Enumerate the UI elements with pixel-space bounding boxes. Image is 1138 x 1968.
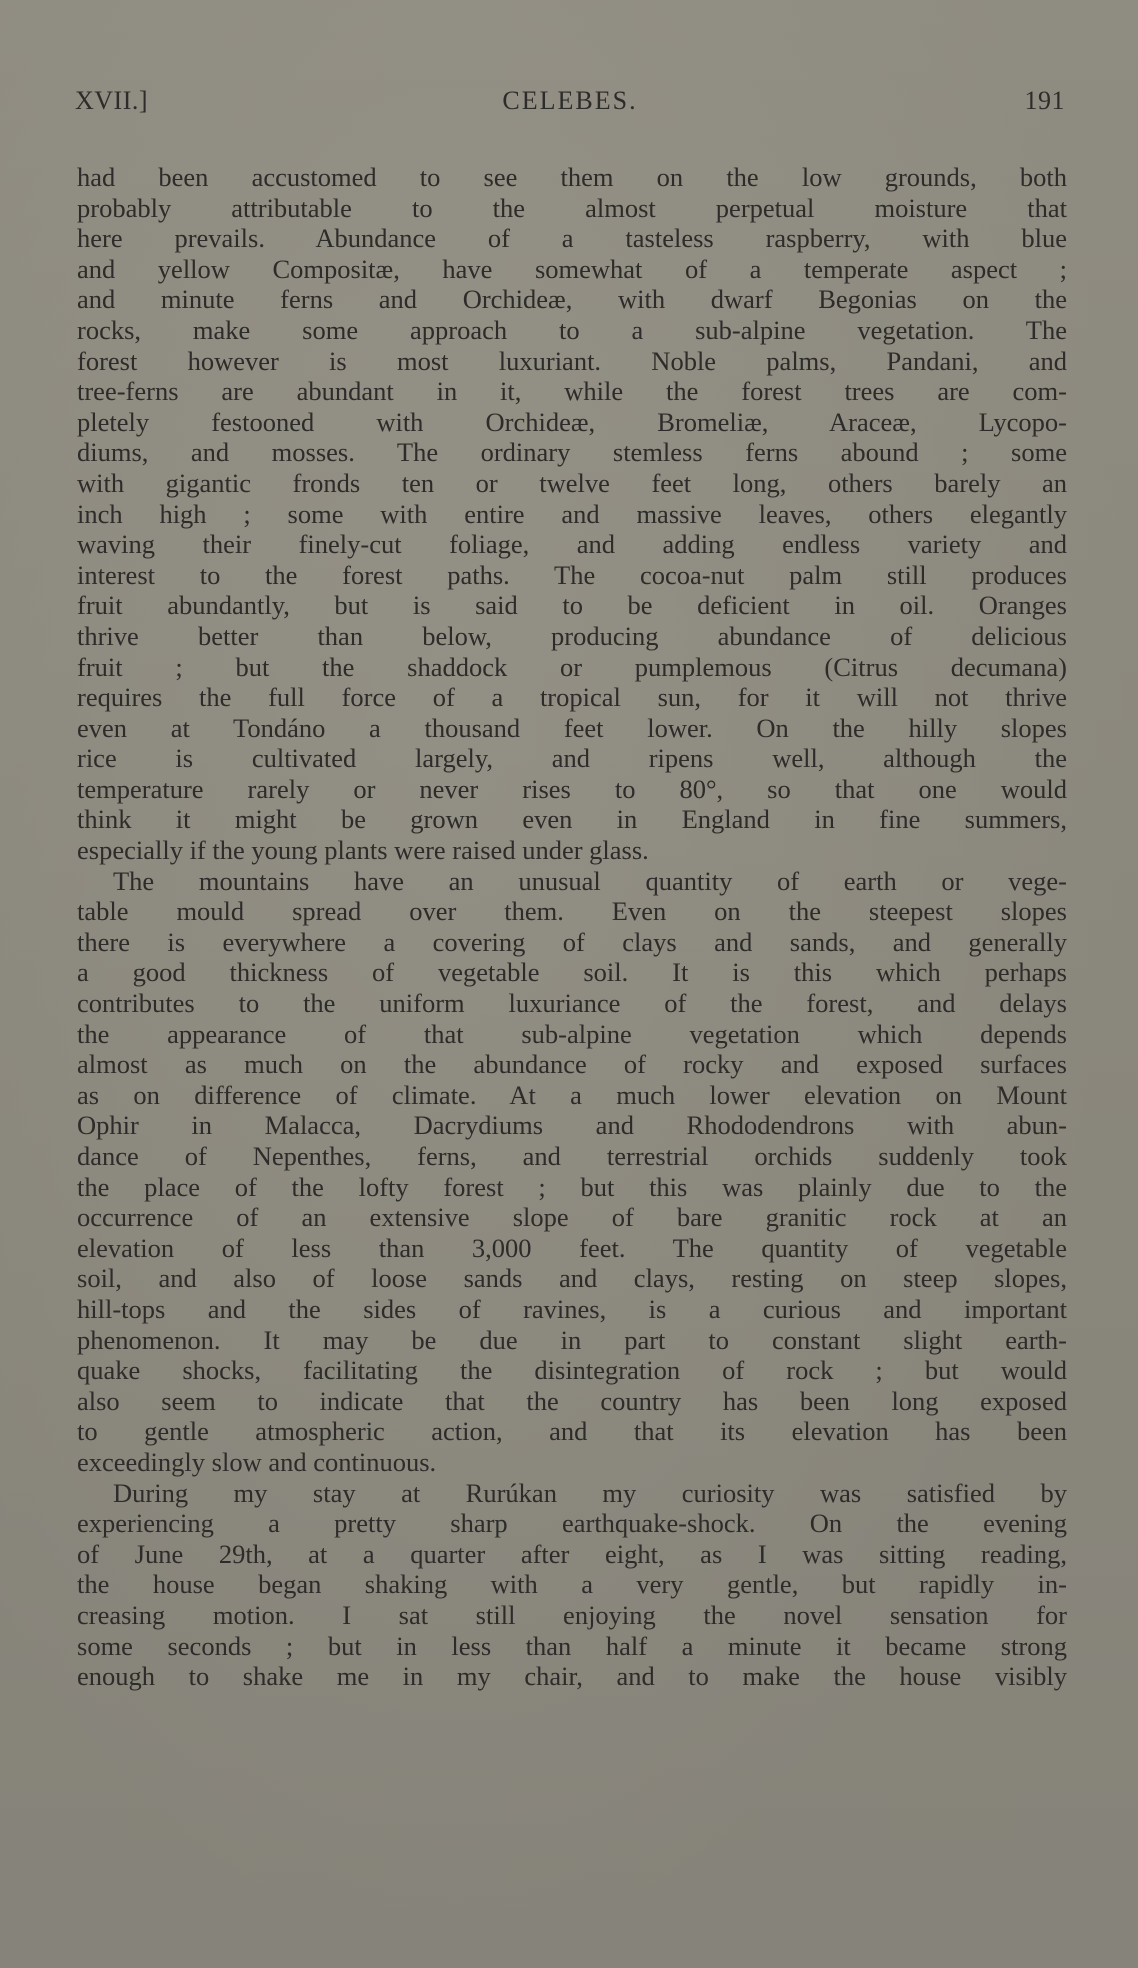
text-line: enough to shake me in my chair, and to make the house visibly <box>77 1661 1067 1692</box>
text-line: a good thickness of vegetable soil. It is this which perhaps <box>77 957 1067 988</box>
text-line: thrive better than below, producing abundance of delicious <box>77 620 1067 651</box>
page-title: CELEBES. <box>502 86 638 115</box>
text-line: had been accustomed to see them on the low grounds, both <box>77 162 1067 192</box>
text-line: pletely festooned with Orchideæ, Bromeliæ, Araceæ, Lycopo- <box>77 406 1067 437</box>
text-line: table mould spread over them. Even on the steepest slopes <box>77 896 1067 927</box>
paragraph-first-line: The mountains have an unusual quantity of earth or vege- <box>113 865 1067 896</box>
text-line: tree-ferns are abundant in it, while the forest trees are com- <box>77 376 1067 407</box>
text-line: some seconds ; but in less than half a minute it became strong <box>77 1630 1067 1661</box>
text-line: even at Tondáno a thousand feet lower. On the hilly slopes <box>77 712 1067 743</box>
running-header <box>75 86 1065 122</box>
text-line: soil, and also of loose sands and clays, resting on steep slopes, <box>77 1263 1067 1294</box>
text-line: and minute ferns and Orchideæ, with dwarf Begonias on the <box>77 284 1067 315</box>
text-line: as on difference of climate. At a much lower elevation on Mount <box>77 1079 1067 1110</box>
text-line: quake shocks, facilitating the disintegration of rock ; but would <box>77 1355 1067 1386</box>
text-line: contributes to the uniform luxuriance of the forest, and delays <box>77 988 1067 1019</box>
paragraph-end-line: exceedingly slow and continuous. <box>77 1446 437 1477</box>
text-line: the place of the lofty forest ; but this was plainly due to the <box>77 1171 1067 1202</box>
text-line: rice is cultivated largely, and ripens well, although the <box>77 743 1067 774</box>
paragraph-end-line: especially if the young plants were raised under glass. <box>77 835 649 866</box>
text-line: fruit ; but the shaddock or pumplemous (Citrus decumana) <box>77 651 1067 682</box>
chapter-number: XVII.] <box>75 86 149 115</box>
text-line: to gentle atmospheric action, and that its elevation has been <box>77 1416 1067 1447</box>
text-line: there is everywhere a covering of clays and sands, and generally <box>77 926 1067 957</box>
page-number: 191 <box>1024 86 1065 115</box>
text-line: creasing motion. I sat still enjoying the novel sensation for <box>77 1599 1067 1630</box>
text-line: and yellow Compositæ, have somewhat of a temperate aspect ; <box>77 253 1067 284</box>
text-line: probably attributable to the almost perpetual moisture that <box>77 192 1067 223</box>
text-line: the appearance of that sub-alpine vegetation which depends <box>77 1018 1067 1049</box>
text-line: forest however is most luxuriant. Noble palms, Pandani, and <box>77 345 1067 376</box>
text-line: hill-tops and the sides of ravines, is a curious and important <box>77 1293 1067 1324</box>
text-line: elevation of less than 3,000 feet. The quantity of vegetable <box>77 1232 1067 1263</box>
text-line: interest to the forest paths. The cocoa-nut palm still produces <box>77 559 1067 590</box>
text-line: occurrence of an extensive slope of bare granitic rock at an <box>77 1202 1067 1233</box>
paragraph-first-line: During my stay at Rurúkan my curiosity was satisfied by <box>113 1477 1067 1508</box>
text-line: waving their finely-cut foliage, and adding endless variety and <box>77 529 1067 560</box>
text-line: think it might be grown even in England in fine summers, <box>77 804 1067 835</box>
text-line: diums, and mosses. The ordinary stemless ferns abound ; some <box>77 437 1067 468</box>
text-line: phenomenon. It may be due in part to constant slight earth- <box>77 1324 1067 1355</box>
text-line: fruit abundantly, but is said to be deficient in oil. Oranges <box>77 590 1067 621</box>
text-line: experiencing a pretty sharp earthquake-shock. On the evening <box>77 1508 1067 1539</box>
text-line: almost as much on the abundance of rocky and exposed surfaces <box>77 1049 1067 1080</box>
text-line: dance of Nepenthes, ferns, and terrestrial orchids suddenly took <box>77 1141 1067 1171</box>
text-line: of June 29th, at a quarter after eight, as I was sitting reading, <box>77 1538 1067 1569</box>
text-line: here prevails. Abundance of a tasteless raspberry, with blue <box>77 223 1067 254</box>
text-line: rocks, make some approach to a sub-alpine vegetation. The <box>77 314 1067 345</box>
text-line: also seem to indicate that the country has been long exposed <box>77 1385 1067 1416</box>
text-line: the house began shaking with a very gentle, but rapidly in- <box>77 1569 1067 1600</box>
text-line: Ophir in Malacca, Dacrydiums and Rhododendrons with abun- <box>77 1110 1067 1141</box>
body-text <box>77 162 1067 1692</box>
text-line: temperature rarely or never rises to 80°, so that one would <box>77 773 1067 804</box>
text-line: with gigantic fronds ten or twelve feet long, others barely an <box>77 467 1067 498</box>
text-line: inch high ; some with entire and massive leaves, others elegantly <box>77 498 1067 529</box>
text-line: requires the full force of a tropical sun, for it will not thrive <box>77 682 1067 713</box>
